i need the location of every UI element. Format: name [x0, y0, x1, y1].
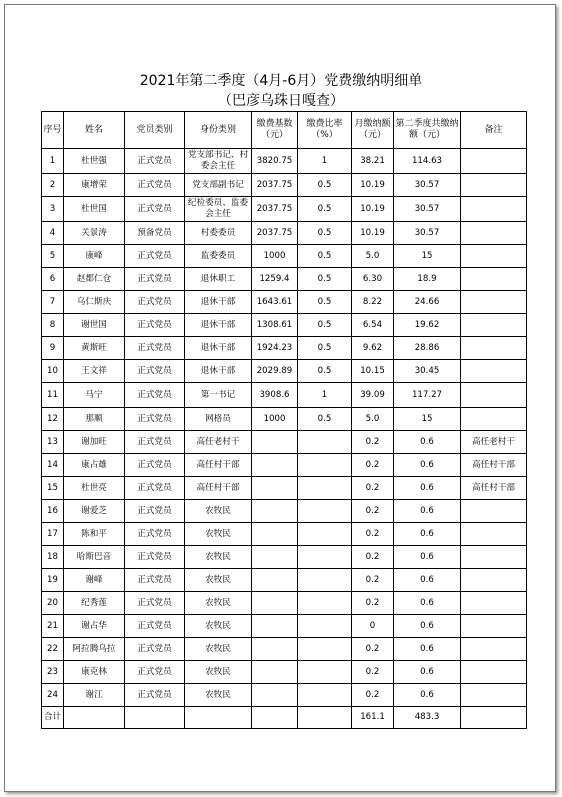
cell-monthly: 9.62 [352, 337, 394, 360]
cell-name: 阿拉腾乌拉 [64, 638, 125, 661]
cell-name: 陈和平 [64, 523, 125, 546]
total-empty-category [125, 707, 185, 729]
cell-base: 1924.23 [252, 337, 298, 360]
cell-name: 康增荣 [64, 174, 125, 197]
cell-ratio [298, 546, 352, 569]
cell-category: 正式党员 [125, 500, 185, 523]
cell-monthly: 0.2 [352, 523, 394, 546]
cell-role: 党支部书记、村委会主任 [185, 149, 252, 174]
cell-ratio [298, 638, 352, 661]
cell-ratio: 0.5 [298, 314, 352, 337]
total-empty-ratio [298, 707, 352, 729]
cell-monthly: 6.30 [352, 268, 394, 291]
cell-ratio [298, 500, 352, 523]
table-row [42, 638, 527, 661]
cell-note [461, 615, 527, 638]
cell-note [461, 360, 527, 383]
cell-name: 谢加旺 [64, 431, 125, 454]
cell-category: 正式党员 [125, 314, 185, 337]
cell-base: 2037.75 [252, 197, 298, 222]
cell-monthly: 0.2 [352, 592, 394, 615]
cell-quarter: 0.6 [394, 523, 461, 546]
cell-monthly: 0.2 [352, 477, 394, 500]
cell-note [461, 592, 527, 615]
document-title: 2021年第二季度（4月-6月）党费缴纳明细单 [139, 73, 423, 89]
cell-note [461, 174, 527, 197]
cell-category: 正式党员 [125, 615, 185, 638]
table-row [42, 222, 527, 245]
cell-quarter: 0.6 [394, 500, 461, 523]
cell-role: 农牧民 [185, 661, 252, 684]
cell-monthly: 5.0 [352, 408, 394, 431]
header-row [42, 112, 527, 149]
cell-monthly: 5.0 [352, 245, 394, 268]
header-category: 党员类别 [125, 112, 185, 149]
cell-category: 正式党员 [125, 197, 185, 222]
cell-seq: 13 [42, 431, 64, 454]
table-row [42, 408, 527, 431]
header-name: 姓名 [64, 112, 125, 149]
cell-ratio [298, 615, 352, 638]
document-subtitle: （巴彦乌珠日嘎查） [218, 93, 344, 109]
cell-note [461, 523, 527, 546]
cell-base: 3908.6 [252, 383, 298, 408]
cell-category: 正式党员 [125, 477, 185, 500]
cell-monthly: 10.19 [352, 222, 394, 245]
cell-seq: 6 [42, 268, 64, 291]
cell-seq: 9 [42, 337, 64, 360]
cell-note [461, 291, 527, 314]
cell-note [461, 408, 527, 431]
cell-role: 第一书记 [185, 383, 252, 408]
total-quarter: 483.3 [394, 707, 461, 729]
cell-name: 纪秀莲 [64, 592, 125, 615]
cell-category: 正式党员 [125, 431, 185, 454]
cell-ratio: 1 [298, 383, 352, 408]
cell-quarter: 30.57 [394, 222, 461, 245]
table-row [42, 197, 527, 222]
table-body [42, 149, 527, 707]
cell-quarter: 0.6 [394, 684, 461, 707]
cell-role: 退休干部 [185, 314, 252, 337]
cell-role: 高任村干部 [185, 477, 252, 500]
cell-note [461, 268, 527, 291]
cell-category: 正式党员 [125, 360, 185, 383]
cell-quarter: 18.9 [394, 268, 461, 291]
cell-seq: 15 [42, 477, 64, 500]
cell-ratio: 0.5 [298, 360, 352, 383]
cell-role: 退休干部 [185, 360, 252, 383]
cell-seq: 1 [42, 149, 64, 174]
cell-base [252, 546, 298, 569]
cell-base [252, 523, 298, 546]
cell-monthly: 0.2 [352, 431, 394, 454]
cell-quarter: 114.63 [394, 149, 461, 174]
cell-seq: 8 [42, 314, 64, 337]
cell-name: 谢峰 [64, 569, 125, 592]
table-row [42, 500, 527, 523]
cell-category: 正式党员 [125, 408, 185, 431]
cell-note [461, 500, 527, 523]
cell-name: 王文祥 [64, 360, 125, 383]
cell-quarter: 0.6 [394, 546, 461, 569]
cell-name: 康克林 [64, 661, 125, 684]
cell-seq: 20 [42, 592, 64, 615]
cell-role: 农牧民 [185, 638, 252, 661]
cell-category: 正式党员 [125, 337, 185, 360]
cell-quarter: 0.6 [394, 638, 461, 661]
table-row [42, 314, 527, 337]
table-row [42, 360, 527, 383]
cell-seq: 3 [42, 197, 64, 222]
cell-role: 纪检委员、监委会主任 [185, 197, 252, 222]
cell-base [252, 477, 298, 500]
total-label: 合计 [42, 707, 64, 729]
header-seq: 序号 [42, 112, 64, 149]
header-note: 备注 [461, 112, 527, 149]
table-row [42, 684, 527, 707]
cell-category: 正式党员 [125, 149, 185, 174]
table-row [42, 291, 527, 314]
cell-name: 康占雄 [64, 454, 125, 477]
cell-base [252, 454, 298, 477]
cell-monthly: 0.2 [352, 500, 394, 523]
cell-category: 正式党员 [125, 684, 185, 707]
cell-ratio [298, 569, 352, 592]
cell-seq: 5 [42, 245, 64, 268]
cell-ratio [298, 431, 352, 454]
cell-seq: 10 [42, 360, 64, 383]
cell-role: 农牧民 [185, 500, 252, 523]
cell-name: 谢爱芝 [64, 500, 125, 523]
cell-note [461, 314, 527, 337]
table-row [42, 149, 527, 174]
cell-quarter: 117.27 [394, 383, 461, 408]
cell-role: 退休干部 [185, 291, 252, 314]
cell-ratio: 0.5 [298, 337, 352, 360]
cell-base [252, 569, 298, 592]
table-row [42, 592, 527, 615]
cell-monthly: 0 [352, 615, 394, 638]
cell-seq: 24 [42, 684, 64, 707]
cell-ratio [298, 477, 352, 500]
cell-role: 农牧民 [185, 546, 252, 569]
cell-base [252, 431, 298, 454]
total-empty-base [252, 707, 298, 729]
cell-note [461, 661, 527, 684]
cell-note [461, 149, 527, 174]
cell-role: 农牧民 [185, 615, 252, 638]
cell-quarter: 30.57 [394, 174, 461, 197]
header-base: 缴费基数（元） [252, 112, 298, 149]
cell-name: 马宁 [64, 383, 125, 408]
cell-seq: 19 [42, 569, 64, 592]
cell-ratio: 0.5 [298, 245, 352, 268]
table-row [42, 174, 527, 197]
cell-name: 杜世强 [64, 149, 125, 174]
cell-note [461, 684, 527, 707]
cell-ratio: 1 [298, 149, 352, 174]
cell-category: 正式党员 [125, 383, 185, 408]
table-row [42, 661, 527, 684]
cell-category: 正式党员 [125, 268, 185, 291]
table-row [42, 454, 527, 477]
cell-seq: 22 [42, 638, 64, 661]
cell-base: 2037.75 [252, 222, 298, 245]
table-row [42, 337, 527, 360]
table-row [42, 383, 527, 408]
cell-ratio [298, 592, 352, 615]
cell-note [461, 546, 527, 569]
cell-monthly: 0.2 [352, 546, 394, 569]
cell-seq: 4 [42, 222, 64, 245]
cell-monthly: 10.19 [352, 174, 394, 197]
cell-role: 监委委员 [185, 245, 252, 268]
cell-category: 预备党员 [125, 222, 185, 245]
header-quarter: 第二季度共缴纳额（元） [394, 112, 461, 149]
cell-monthly: 0.2 [352, 661, 394, 684]
cell-role: 党支部副书记 [185, 174, 252, 197]
cell-base: 1308.61 [252, 314, 298, 337]
cell-name: 赵都仁仓 [64, 268, 125, 291]
cell-name: 乌仁斯庆 [64, 291, 125, 314]
cell-quarter: 0.6 [394, 454, 461, 477]
cell-note [461, 569, 527, 592]
cell-monthly: 38.21 [352, 149, 394, 174]
cell-quarter: 15 [394, 408, 461, 431]
cell-category: 正式党员 [125, 454, 185, 477]
cell-role: 农牧民 [185, 569, 252, 592]
table-row [42, 245, 527, 268]
dues-table [41, 111, 527, 729]
cell-note [461, 197, 527, 222]
cell-base [252, 615, 298, 638]
cell-monthly: 8.22 [352, 291, 394, 314]
cell-note: 高任村干部 [461, 454, 527, 477]
cell-name: 杜世亮 [64, 477, 125, 500]
cell-base: 2029.89 [252, 360, 298, 383]
cell-seq: 23 [42, 661, 64, 684]
cell-base: 3820.75 [252, 149, 298, 174]
cell-quarter: 0.6 [394, 569, 461, 592]
cell-role: 农牧民 [185, 684, 252, 707]
cell-quarter: 30.45 [394, 360, 461, 383]
cell-category: 正式党员 [125, 174, 185, 197]
cell-quarter: 24.66 [394, 291, 461, 314]
cell-base [252, 500, 298, 523]
cell-category: 正式党员 [125, 523, 185, 546]
cell-base [252, 661, 298, 684]
cell-monthly: 0.2 [352, 454, 394, 477]
header-ratio: 缴费比率（%） [298, 112, 352, 149]
total-empty-note [461, 707, 527, 729]
cell-seq: 17 [42, 523, 64, 546]
cell-base [252, 638, 298, 661]
cell-monthly: 0.2 [352, 684, 394, 707]
cell-monthly: 0.2 [352, 638, 394, 661]
cell-note: 高任老村干 [461, 431, 527, 454]
cell-name: 杜世国 [64, 197, 125, 222]
table-row [42, 546, 527, 569]
cell-role: 村委委员 [185, 222, 252, 245]
cell-quarter: 19.62 [394, 314, 461, 337]
cell-name: 康峰 [64, 245, 125, 268]
cell-note [461, 638, 527, 661]
cell-quarter: 30.57 [394, 197, 461, 222]
cell-ratio: 0.5 [298, 408, 352, 431]
cell-base [252, 684, 298, 707]
table-row [42, 569, 527, 592]
cell-quarter: 0.6 [394, 431, 461, 454]
cell-note [461, 337, 527, 360]
cell-category: 正式党员 [125, 592, 185, 615]
cell-quarter: 15 [394, 245, 461, 268]
cell-seq: 12 [42, 408, 64, 431]
cell-ratio [298, 523, 352, 546]
cell-note [461, 222, 527, 245]
cell-note [461, 383, 527, 408]
cell-role: 高任村干部 [185, 454, 252, 477]
table-row [42, 523, 527, 546]
cell-monthly: 39.09 [352, 383, 394, 408]
cell-ratio: 0.5 [298, 291, 352, 314]
cell-seq: 11 [42, 383, 64, 408]
cell-monthly: 6.54 [352, 314, 394, 337]
cell-quarter: 0.6 [394, 661, 461, 684]
cell-category: 正式党员 [125, 546, 185, 569]
total-empty-name [64, 707, 125, 729]
cell-category: 正式党员 [125, 638, 185, 661]
cell-quarter: 0.6 [394, 477, 461, 500]
cell-name: 谢占华 [64, 615, 125, 638]
cell-seq: 14 [42, 454, 64, 477]
total-row [42, 707, 527, 729]
header-role: 身份类别 [185, 112, 252, 149]
cell-name: 哈斯巴音 [64, 546, 125, 569]
header-monthly: 月缴纳额（元） [352, 112, 394, 149]
table-row [42, 477, 527, 500]
cell-seq: 7 [42, 291, 64, 314]
cell-ratio [298, 684, 352, 707]
table-row [42, 615, 527, 638]
cell-category: 正式党员 [125, 661, 185, 684]
cell-role: 农牧民 [185, 592, 252, 615]
cell-base [252, 592, 298, 615]
cell-seq: 16 [42, 500, 64, 523]
total-empty-role [185, 707, 252, 729]
cell-ratio [298, 454, 352, 477]
table-row [42, 268, 527, 291]
total-monthly: 161.1 [352, 707, 394, 729]
cell-monthly: 10.15 [352, 360, 394, 383]
cell-category: 正式党员 [125, 245, 185, 268]
cell-ratio [298, 661, 352, 684]
cell-name: 谢世国 [64, 314, 125, 337]
cell-base: 1000 [252, 408, 298, 431]
table-row [42, 431, 527, 454]
cell-role: 农牧民 [185, 523, 252, 546]
cell-role: 网格员 [185, 408, 252, 431]
cell-name: 那顺 [64, 408, 125, 431]
cell-name: 谢江 [64, 684, 125, 707]
cell-seq: 2 [42, 174, 64, 197]
cell-name: 关景涛 [64, 222, 125, 245]
cell-base: 1643.61 [252, 291, 298, 314]
cell-ratio: 0.5 [298, 197, 352, 222]
cell-seq: 21 [42, 615, 64, 638]
cell-seq: 18 [42, 546, 64, 569]
cell-base: 2037.75 [252, 174, 298, 197]
cell-note: 高任村干部 [461, 477, 527, 500]
cell-quarter: 0.6 [394, 615, 461, 638]
cell-base: 1259.4 [252, 268, 298, 291]
cell-name: 黄斯旺 [64, 337, 125, 360]
cell-monthly: 10.19 [352, 197, 394, 222]
cell-role: 高任老村干 [185, 431, 252, 454]
cell-ratio: 0.5 [298, 174, 352, 197]
cell-ratio: 0.5 [298, 268, 352, 291]
cell-ratio: 0.5 [298, 222, 352, 245]
cell-base: 1000 [252, 245, 298, 268]
cell-note [461, 245, 527, 268]
cell-monthly: 0.2 [352, 569, 394, 592]
cell-role: 退休干部 [185, 337, 252, 360]
cell-quarter: 28.86 [394, 337, 461, 360]
cell-role: 退休职工 [185, 268, 252, 291]
cell-category: 正式党员 [125, 569, 185, 592]
cell-quarter: 0.6 [394, 592, 461, 615]
cell-category: 正式党员 [125, 291, 185, 314]
